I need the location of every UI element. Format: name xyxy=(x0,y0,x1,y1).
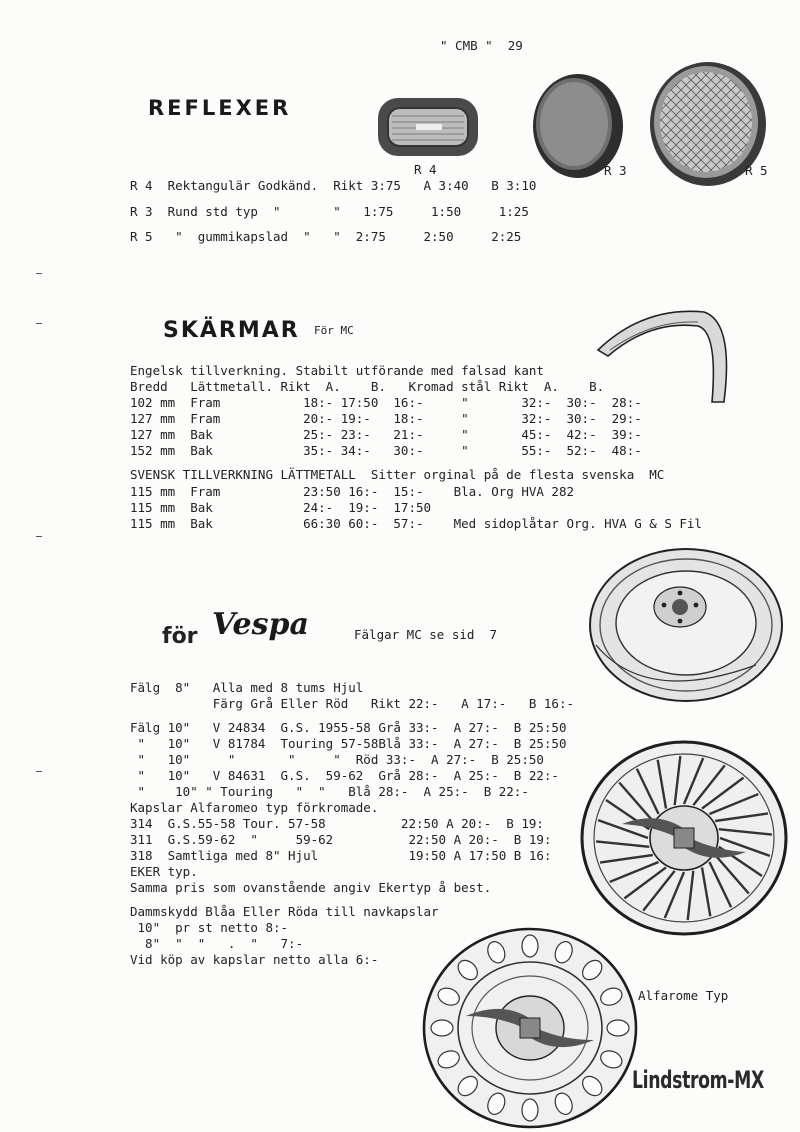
text-line: SVENSK TILLVERKNING LÄTTMETALL Sitter orginal på de flesta svenska MC xyxy=(130,467,665,482)
price-row: 318 Samtliga med 8" Hjul 19:50 A 17:50 B 16: xyxy=(130,848,552,863)
price-row: 10" pr st netto 8:- xyxy=(130,920,289,935)
mudguard-image xyxy=(594,306,744,406)
caption-r5: R 5 xyxy=(745,163,768,178)
text-line: EKER typ. xyxy=(130,864,198,879)
text-line: Dammskydd Blåa Eller Röda till navkapslar xyxy=(130,904,439,919)
page-reference: " CMB " 29 xyxy=(440,38,523,53)
price-row: R 4 Rektangulär Godkänd. Rikt 3:75 A 3:40 B 3:10 xyxy=(130,178,537,193)
price-row: " 10" " Touring " " Blå 28:- A 25:- B 22:- xyxy=(130,784,529,799)
cross-reference-note: Fälgar MC se sid 7 xyxy=(354,627,497,642)
text-line: Kapslar Alfaromeo typ förkromade. xyxy=(130,800,379,815)
price-row: Fälg 10" V 24834 G.S. 1955-58 Grå 33:- A 27:- B 25:50 xyxy=(130,720,567,735)
price-row: 8" " " . " 7:- xyxy=(130,936,304,951)
price-row: R 3 Rund std typ " " 1:75 1:50 1:25 xyxy=(130,204,529,219)
caption-r4: R 4 xyxy=(414,162,437,177)
section-subtitle: För MC xyxy=(314,324,354,337)
table-row: 115 mm Fram 23:50 16:- 15:- Bla. Org HVA 282 xyxy=(130,484,575,499)
margin-mark xyxy=(36,273,42,274)
margin-mark xyxy=(36,536,42,537)
price-row: " 10" V 84631 G.S. 59-62 Grå 28:- A 25:- B 22:- xyxy=(130,768,559,783)
text-line: Engelsk tillverkning. Stabilt utförande med falsad kant xyxy=(130,363,544,378)
table-row: 127 mm Bak 25:- 23:- 21:- " 45:- 42:- 39:- xyxy=(130,427,642,442)
vespa-rim-image xyxy=(586,545,786,705)
alfaromeo-hubcap-image xyxy=(420,924,640,1130)
price-row: " 10" " " " Röd 33:- A 27:- B 25:50 xyxy=(130,752,544,767)
rectangular-reflector-image xyxy=(374,94,484,164)
table-row: 127 mm Fram 20:- 19:- 18:- " 32:- 30:- 29:- xyxy=(130,411,642,426)
price-row: R 5 " gummikapslad " " 2:75 2:50 2:25 xyxy=(130,229,522,244)
margin-mark xyxy=(36,771,42,772)
text-line: Vid köp av kapslar netto alla 6:- xyxy=(130,952,379,967)
caption-r3: R 3 xyxy=(604,163,627,178)
watermark-logo: Lindstrom-MX xyxy=(632,1066,764,1094)
spoke-hubcap-image xyxy=(578,738,790,938)
text-line: Samma pris som ovanstående angiv Ekertyp å best. xyxy=(130,880,492,895)
alfaromeo-caption: Alfarome Typ xyxy=(638,988,729,1003)
price-row: " 10" V 81784 Touring 57-58Blå 33:- A 27:- B 25:50 xyxy=(130,736,567,751)
price-row: Färg Grå Eller Röd Rikt 22:- A 17:- B 16:- xyxy=(130,696,575,711)
table-header: Bredd Lättmetall. Rikt A. B. Kromad stål Rikt A. B. xyxy=(130,379,605,394)
table-row: 115 mm Bak 24:- 19:- 17:50 xyxy=(130,500,432,515)
section-title-reflexer: REFLEXER xyxy=(148,96,292,120)
text-line: Fälg 8" Alla med 8 tums Hjul xyxy=(130,680,364,695)
table-row: 115 mm Bak 66:30 60:- 57:- Med sidoplåtar Org. HVA G & S Fil xyxy=(130,516,702,531)
vespa-prefix: för xyxy=(162,624,198,649)
price-row: 314 G.S.55-58 Tour. 57-58 22:50 A 20:- B 19: xyxy=(130,816,544,831)
vespa-logo: Vespa xyxy=(212,607,309,642)
price-row: 311 G.S.59-62 " 59-62 22:50 A 20:- B 19: xyxy=(130,832,552,847)
table-row: 152 mm Bak 35:- 34:- 30:- " 55:- 52:- 48:- xyxy=(130,443,642,458)
table-row: 102 mm Fram 18:- 17:50 16:- " 32:- 30:- 28:- xyxy=(130,395,642,410)
margin-mark xyxy=(36,323,42,324)
section-title-skarmar: SKÄRMAR xyxy=(163,318,300,343)
